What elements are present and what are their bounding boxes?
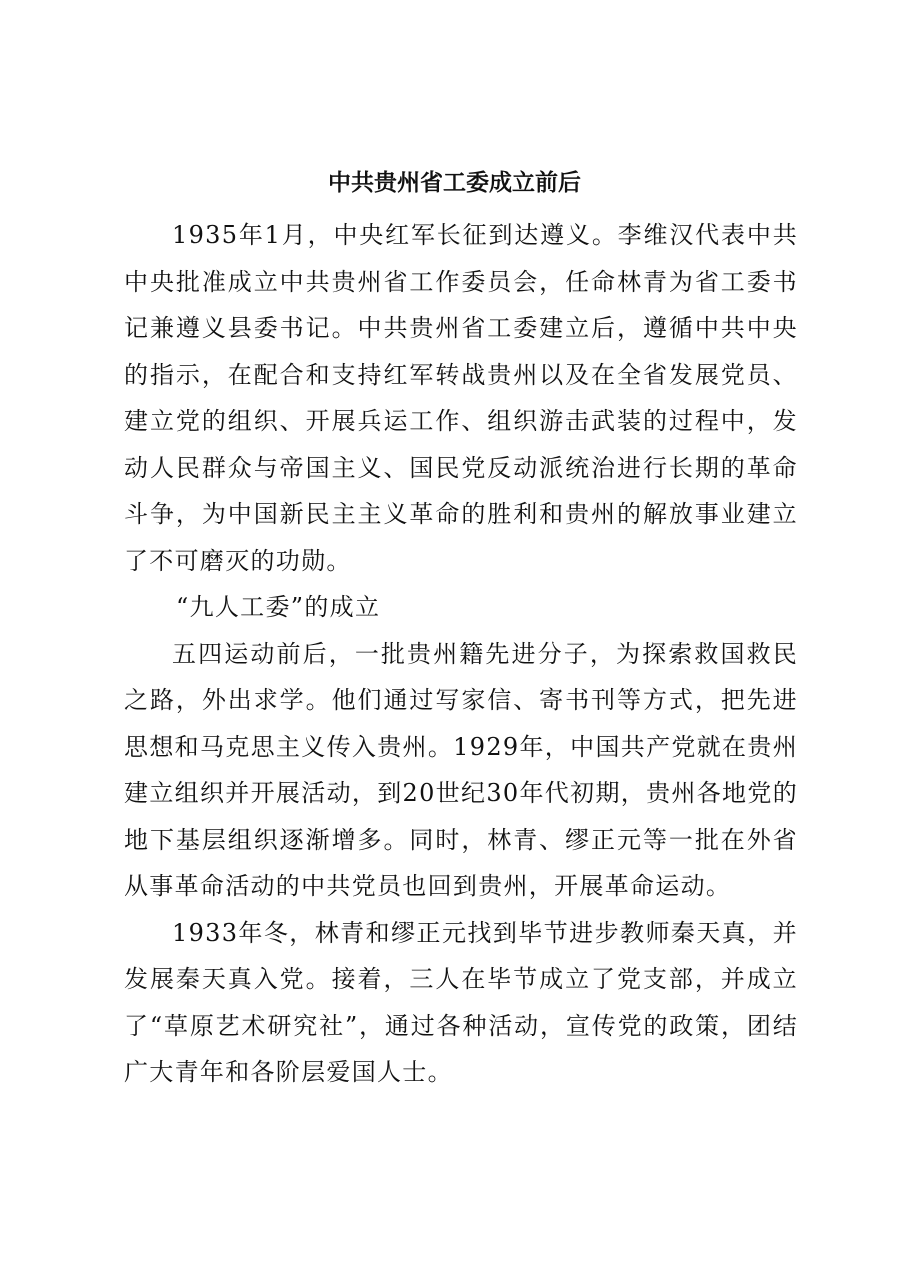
paragraph-intro: 1935年1月，中央红军长征到达遵义。李维汉代表中共中央批准成立中共贵州省工作委员会，任命林青为省工委书记兼遵义县委书记。中共贵州省工委建立后，遵循中共中央的指示，在配合和支持红军转战贵州以及在全省发展党员、建立党的组织、开展兵运工作、组织游击武装的过程中，发动人民群众与帝国主义、国民党反动派统治进行长期的革命斗争，为中国新民主主义革命的胜利和贵州的解放事业建立了不可磨灭的功勋。 [124, 221, 798, 575]
document-body [124, 212, 798, 1096]
paragraph-1933-winter: 1933年冬，林青和缪正元找到毕节进步教师秦天真，并发展秦天真入党。接着，三人在毕节成立了党支部，并成立了“草原艺术研究社”，通过各种活动，宣传党的政策，团结广大青年和各阶层爱国人士。 [124, 918, 798, 1086]
section-heading: “九人工委”的成立 [176, 593, 381, 621]
document-title: 中共贵州省工委成立前后 [328, 169, 581, 196]
paragraph-may-fourth: 五四运动前后，一批贵州籍先进分子，为探索救国救民之路，外出求学。他们通过写家信、寄书刊等方式，把先进思想和马克思主义传入贵州。1929年，中国共产党就在贵州建立组织并开展活动，到20世纪30年代初期，贵州各地党的地下基层组织逐渐增多。同时，林青、缪正元等一批在外省从事革命活动的中共党员也回到贵州，开展革命运动。 [124, 639, 798, 900]
